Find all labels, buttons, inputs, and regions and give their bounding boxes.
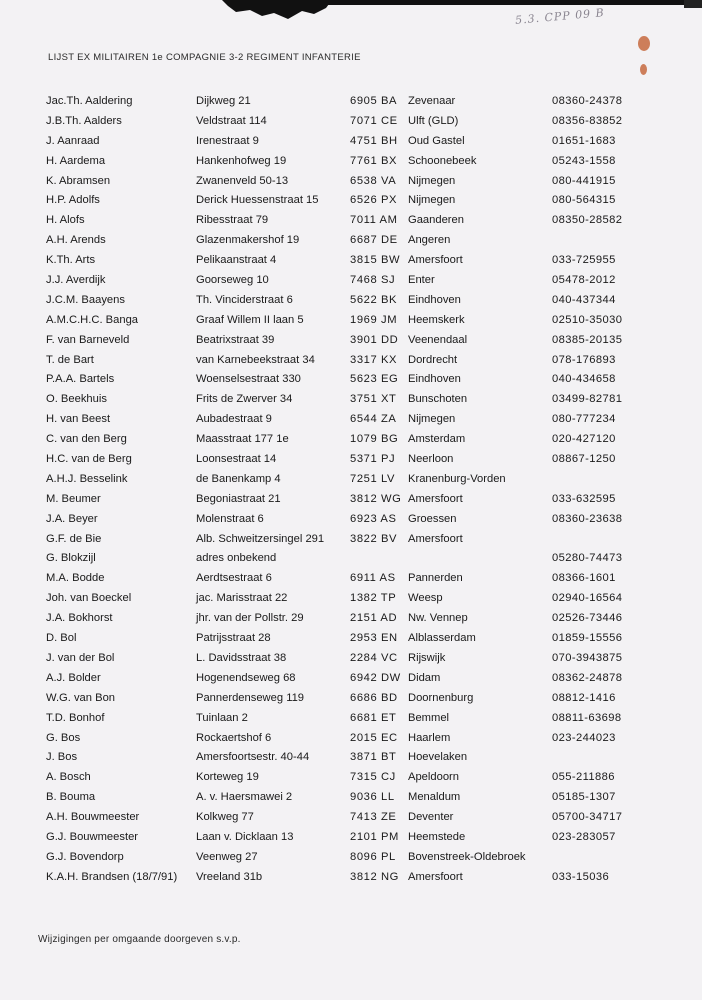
member-address: Pannerdenseweg 119 — [196, 691, 305, 704]
member-name: K.Th. Arts — [46, 254, 96, 267]
member-city: Nijmegen — [408, 194, 456, 207]
list-item — [0, 291, 702, 311]
member-city: Bovenstreek-Oldebroek — [408, 850, 526, 863]
member-postcode: 9036 LL — [350, 791, 395, 804]
member-city: Eindhoven — [408, 293, 461, 306]
member-address: Aerdtsestraat 6 — [196, 572, 272, 585]
member-phone: 080-441915 — [552, 174, 616, 187]
member-postcode: 3815 BW — [350, 254, 401, 267]
member-city: Amersfoort — [408, 870, 463, 883]
list-item — [0, 768, 702, 788]
member-postcode: 6911 AS — [350, 572, 396, 585]
member-postcode: 7413 ZE — [350, 811, 397, 824]
member-city: Amersfoort — [408, 492, 463, 505]
member-address: Laan v. Dicklaan 13 — [196, 830, 294, 843]
list-item — [0, 430, 702, 450]
member-address: Begoniastraat 21 — [196, 492, 281, 505]
member-address: Aubadestraat 9 — [196, 413, 272, 426]
member-postcode: 6544 ZA — [350, 413, 397, 426]
member-address: Frits de Zwerver 34 — [196, 393, 293, 406]
list-item — [0, 490, 702, 510]
member-address: Th. Vinciderstraat 6 — [196, 293, 293, 306]
member-address: Veenweg 27 — [196, 850, 258, 863]
member-postcode: 3812 NG — [350, 870, 399, 883]
list-item — [0, 351, 702, 371]
member-name: A. Bosch — [46, 771, 91, 784]
member-address: Veldstraat 114 — [196, 114, 267, 127]
member-city: Amersfoort — [408, 532, 463, 545]
member-phone: 01651-1683 — [552, 134, 616, 147]
member-postcode: 6681 ET — [350, 711, 397, 724]
member-name: G.J. Bovendorp — [46, 850, 124, 863]
member-name: A.H. Bouwmeester — [46, 811, 140, 824]
member-name: A.H. Arends — [46, 234, 106, 247]
member-city: Bunschoten — [408, 393, 468, 406]
member-city: Nw. Vennep — [408, 612, 468, 625]
member-phone: 08811-63698 — [552, 711, 622, 724]
list-item — [0, 589, 702, 609]
member-city: Veenendaal — [408, 333, 468, 346]
member-city: Oud Gastel — [408, 134, 465, 147]
list-item — [0, 331, 702, 351]
member-name: G. Bos — [46, 731, 81, 744]
member-postcode: 7071 CE — [350, 114, 398, 127]
member-postcode: 3751 XT — [350, 393, 397, 406]
member-address: jhr. van der Pollstr. 29 — [196, 612, 304, 625]
member-city: Nijmegen — [408, 174, 456, 187]
member-city: Amersfoort — [408, 254, 463, 267]
list-item — [0, 808, 702, 828]
member-name: G. Blokzijl — [46, 552, 96, 565]
member-postcode: 2015 EC — [350, 731, 398, 744]
member-name: M. Beumer — [46, 492, 101, 505]
member-address: Vreeland 31b — [196, 870, 263, 883]
list-item — [0, 450, 702, 470]
member-name: T.D. Bonhof — [46, 711, 105, 724]
member-city: Angeren — [408, 234, 451, 247]
member-phone: 08812-1416 — [552, 691, 616, 704]
list-item — [0, 251, 702, 271]
member-phone: 055-211886 — [552, 771, 615, 784]
member-postcode: 2101 PM — [350, 830, 399, 843]
member-address: Pelikaanstraat 4 — [196, 254, 277, 267]
list-item — [0, 510, 702, 530]
member-address: Rockaertshof 6 — [196, 731, 272, 744]
member-address: Patrijsstraat 28 — [196, 632, 271, 645]
member-city: Heemskerk — [408, 313, 465, 326]
member-name: J.A. Bokhorst — [46, 612, 113, 625]
member-postcode: 3812 WG — [350, 492, 402, 505]
member-phone: 02940-16564 — [552, 592, 623, 605]
member-city: Deventer — [408, 811, 454, 824]
member-address: Irenestraat 9 — [196, 134, 259, 147]
member-name: T. de Bart — [46, 353, 94, 366]
member-name: G.F. de Bie — [46, 532, 102, 545]
member-address: Beatrixstraat 39 — [196, 333, 275, 346]
member-city: Nijmegen — [408, 413, 456, 426]
corner-mark — [684, 0, 702, 8]
member-address: Kolkweg 77 — [196, 811, 254, 824]
list-item — [0, 132, 702, 152]
member-city: Enter — [408, 274, 435, 287]
member-phone: 078-176893 — [552, 353, 616, 366]
list-item — [0, 868, 702, 888]
member-city: Amsterdam — [408, 433, 466, 446]
member-address: van Karnebeekstraat 34 — [196, 353, 315, 366]
list-item — [0, 729, 702, 749]
list-item — [0, 410, 702, 430]
member-address: Glazenmakershof 19 — [196, 234, 300, 247]
member-phone: 033-15036 — [552, 870, 610, 883]
member-name: H.P. Adolfs — [46, 194, 100, 207]
member-postcode: 6942 DW — [350, 671, 401, 684]
member-phone: 08360-24378 — [552, 95, 623, 107]
member-name: A.H.J. Besselink — [46, 472, 128, 485]
list-item — [0, 370, 702, 390]
member-phone: 08360-23638 — [552, 512, 623, 525]
list-item — [0, 390, 702, 410]
list-item — [0, 649, 702, 669]
member-postcode: 3822 BV — [350, 532, 398, 545]
member-postcode: 3901 DD — [350, 333, 399, 346]
member-city: Kranenburg-Vorden — [408, 472, 506, 485]
member-phone: 020-427120 — [552, 433, 616, 446]
list-item — [0, 92, 702, 112]
member-name: H. Aardema — [46, 154, 106, 167]
member-name: D. Bol — [46, 632, 77, 645]
member-address: Amersfoortsestr. 40-44 — [196, 751, 310, 764]
list-item — [0, 629, 702, 649]
member-address: Ribesstraat 79 — [196, 214, 269, 227]
member-postcode: 8096 PL — [350, 850, 396, 863]
list-item — [0, 271, 702, 291]
member-name: H. Alofs — [46, 214, 85, 227]
member-phone: 023-244023 — [552, 731, 616, 744]
member-name: M.A. Bodde — [46, 572, 105, 585]
member-postcode: 7315 CJ — [350, 771, 396, 784]
member-phone: 08366-1601 — [552, 572, 616, 585]
member-phone: 05478-2012 — [552, 274, 616, 287]
member-phone: 02526-73446 — [552, 612, 623, 625]
member-city: Groessen — [408, 512, 457, 525]
member-address: Loonsestraat 14 — [196, 453, 277, 466]
member-name: J. Aanraad — [46, 134, 100, 147]
member-postcode: 4751 BH — [350, 134, 398, 147]
member-phone: 080-564315 — [552, 194, 616, 207]
member-name: W.G. van Bon — [46, 691, 116, 704]
member-address: Dijkweg 21 — [196, 95, 251, 107]
document-heading: LIJST EX MILITAIREN 1e COMPAGNIE 3-2 REGIMENT INFANTERIE — [48, 52, 361, 63]
footer-note: Wijzigingen per omgaande doorgeven s.v.p. — [38, 934, 241, 945]
member-postcode: 1079 BG — [350, 433, 399, 446]
member-phone: 070-3943875 — [552, 651, 623, 664]
member-postcode: 6905 BA — [350, 95, 398, 107]
member-city: Bemmel — [408, 711, 450, 724]
member-phone: 08356-83852 — [552, 114, 623, 127]
member-phone: 023-283057 — [552, 830, 616, 843]
member-postcode: 6526 PX — [350, 194, 398, 207]
member-postcode: 1969 JM — [350, 313, 398, 326]
member-phone: 08867-1250 — [552, 453, 616, 466]
member-postcode: 5622 BK — [350, 293, 398, 306]
list-item — [0, 669, 702, 689]
member-postcode: 2953 EN — [350, 632, 398, 645]
member-address: adres onbekend — [196, 552, 277, 565]
member-city: Alblasserdam — [408, 632, 476, 645]
member-city: Zevenaar — [408, 95, 456, 107]
member-name: C. van den Berg — [46, 433, 127, 446]
rust-spot — [640, 64, 647, 75]
member-name: J.B.Th. Aalders — [46, 114, 122, 127]
list-item — [0, 709, 702, 729]
list-item — [0, 172, 702, 192]
member-address: jac. Marisstraat 22 — [196, 592, 288, 605]
member-city: Schoonebeek — [408, 154, 477, 167]
member-phone: 03499-82781 — [552, 393, 623, 406]
member-city: Rijswijk — [408, 651, 446, 664]
member-postcode: 7761 BX — [350, 154, 398, 167]
member-address: Hogenendseweg 68 — [196, 671, 296, 684]
member-city: Ulft (GLD) — [408, 114, 459, 127]
member-name: J.A. Beyer — [46, 512, 98, 525]
member-phone: 040-437344 — [552, 293, 616, 306]
list-item — [0, 191, 702, 211]
member-city: Hoevelaken — [408, 751, 468, 764]
member-phone: 05185-1307 — [552, 791, 616, 804]
list-item — [0, 788, 702, 808]
member-city: Didam — [408, 671, 441, 684]
member-postcode: 7468 SJ — [350, 274, 396, 287]
member-postcode: 6686 BD — [350, 691, 398, 704]
member-city: Pannerden — [408, 572, 463, 585]
member-name: H. van Beest — [46, 413, 111, 426]
member-city: Heemstede — [408, 830, 466, 843]
member-city: Doornenburg — [408, 691, 474, 704]
list-item — [0, 569, 702, 589]
member-name: H.C. van de Berg — [46, 453, 132, 466]
member-name: Joh. van Boeckel — [46, 592, 132, 605]
member-phone: 040-434658 — [552, 373, 616, 386]
member-city: Menaldum — [408, 791, 461, 804]
member-phone: 033-725955 — [552, 254, 616, 267]
list-item — [0, 848, 702, 868]
member-name: G.J. Bouwmeester — [46, 830, 139, 843]
list-item — [0, 152, 702, 172]
member-postcode: 6538 VA — [350, 174, 397, 187]
member-phone: 05700-34717 — [552, 811, 623, 824]
member-phone: 01859-15556 — [552, 632, 623, 645]
member-phone: 02510-35030 — [552, 313, 623, 326]
member-name: P.A.A. Bartels — [46, 373, 115, 386]
member-name: B. Bouma — [46, 791, 96, 804]
member-address: Korteweg 19 — [196, 771, 259, 784]
member-address: Maasstraat 177 1e — [196, 433, 289, 446]
member-address: Tuinlaan 2 — [196, 711, 248, 724]
member-postcode: 7251 LV — [350, 472, 396, 485]
member-phone: 08362-24878 — [552, 671, 623, 684]
list-item — [0, 828, 702, 848]
member-postcode: 2284 VC — [350, 651, 398, 664]
member-city: Weesp — [408, 592, 443, 605]
top-edge-shadow — [300, 0, 702, 5]
list-item — [0, 689, 702, 709]
list-item — [0, 549, 702, 569]
member-postcode: 3317 KX — [350, 353, 398, 366]
member-name: J. van der Bol — [46, 651, 115, 664]
list-item — [0, 530, 702, 550]
member-address: Graaf Willem II laan 5 — [196, 313, 304, 326]
member-phone: 08350-28582 — [552, 214, 623, 227]
member-phone: 08385-20135 — [552, 333, 623, 346]
member-name: J.C.M. Baayens — [46, 293, 125, 306]
handwritten-note: 5.3. CPP 09 B — [514, 6, 606, 27]
member-phone: 033-632595 — [552, 492, 616, 505]
member-address: Alb. Schweitzersingel 291 — [196, 532, 325, 545]
member-address: Goorseweg 10 — [196, 274, 269, 287]
member-address: A. v. Haersmawei 2 — [196, 791, 293, 804]
member-postcode: 7011 AM — [350, 214, 398, 227]
member-name: K.A.H. Brandsen (18/7/91) — [46, 870, 178, 883]
member-name: J.J. Averdijk — [46, 274, 106, 287]
member-city: Dordrecht — [408, 353, 458, 366]
member-name: A.J. Bolder — [46, 671, 101, 684]
member-address: Hankenhofweg 19 — [196, 154, 287, 167]
member-city: Eindhoven — [408, 373, 461, 386]
member-list — [0, 92, 702, 888]
member-address: Woenselsestraat 330 — [196, 373, 301, 386]
member-address: de Banenkamp 4 — [196, 472, 281, 485]
list-item — [0, 231, 702, 251]
member-city: Haarlem — [408, 731, 451, 744]
member-address: L. Davidsstraat 38 — [196, 651, 287, 664]
member-name: Jac.Th. Aaldering — [46, 95, 133, 107]
list-item — [0, 112, 702, 132]
member-phone: 05280-74473 — [552, 552, 623, 565]
member-name: J. Bos — [46, 751, 78, 764]
member-address: Molenstraat 6 — [196, 512, 264, 525]
member-postcode: 2151 AD — [350, 612, 398, 625]
member-postcode: 6923 AS — [350, 512, 397, 525]
member-city: Apeldoorn — [408, 771, 460, 784]
member-city: Neerloon — [408, 453, 454, 466]
list-item — [0, 609, 702, 629]
list-item — [0, 748, 702, 768]
list-item — [0, 211, 702, 231]
member-address: Zwanenveld 50-13 — [196, 174, 289, 187]
member-name: F. van Barneveld — [46, 333, 130, 346]
member-phone: 05243-1558 — [552, 154, 616, 167]
member-postcode: 5623 EG — [350, 373, 399, 386]
member-address: Derick Huessenstraat 15 — [196, 194, 319, 207]
member-name: K. Abramsen — [46, 174, 111, 187]
member-name: O. Beekhuis — [46, 393, 107, 406]
member-postcode: 1382 TP — [350, 592, 397, 605]
member-phone: 080-777234 — [552, 413, 616, 426]
list-item — [0, 311, 702, 331]
rust-spot — [638, 36, 650, 51]
member-name: A.M.C.H.C. Banga — [46, 313, 139, 326]
member-postcode: 3871 BT — [350, 751, 397, 764]
member-postcode: 5371 PJ — [350, 453, 396, 466]
member-city: Gaanderen — [408, 214, 464, 227]
list-item — [0, 470, 702, 490]
member-postcode: 6687 DE — [350, 234, 398, 247]
